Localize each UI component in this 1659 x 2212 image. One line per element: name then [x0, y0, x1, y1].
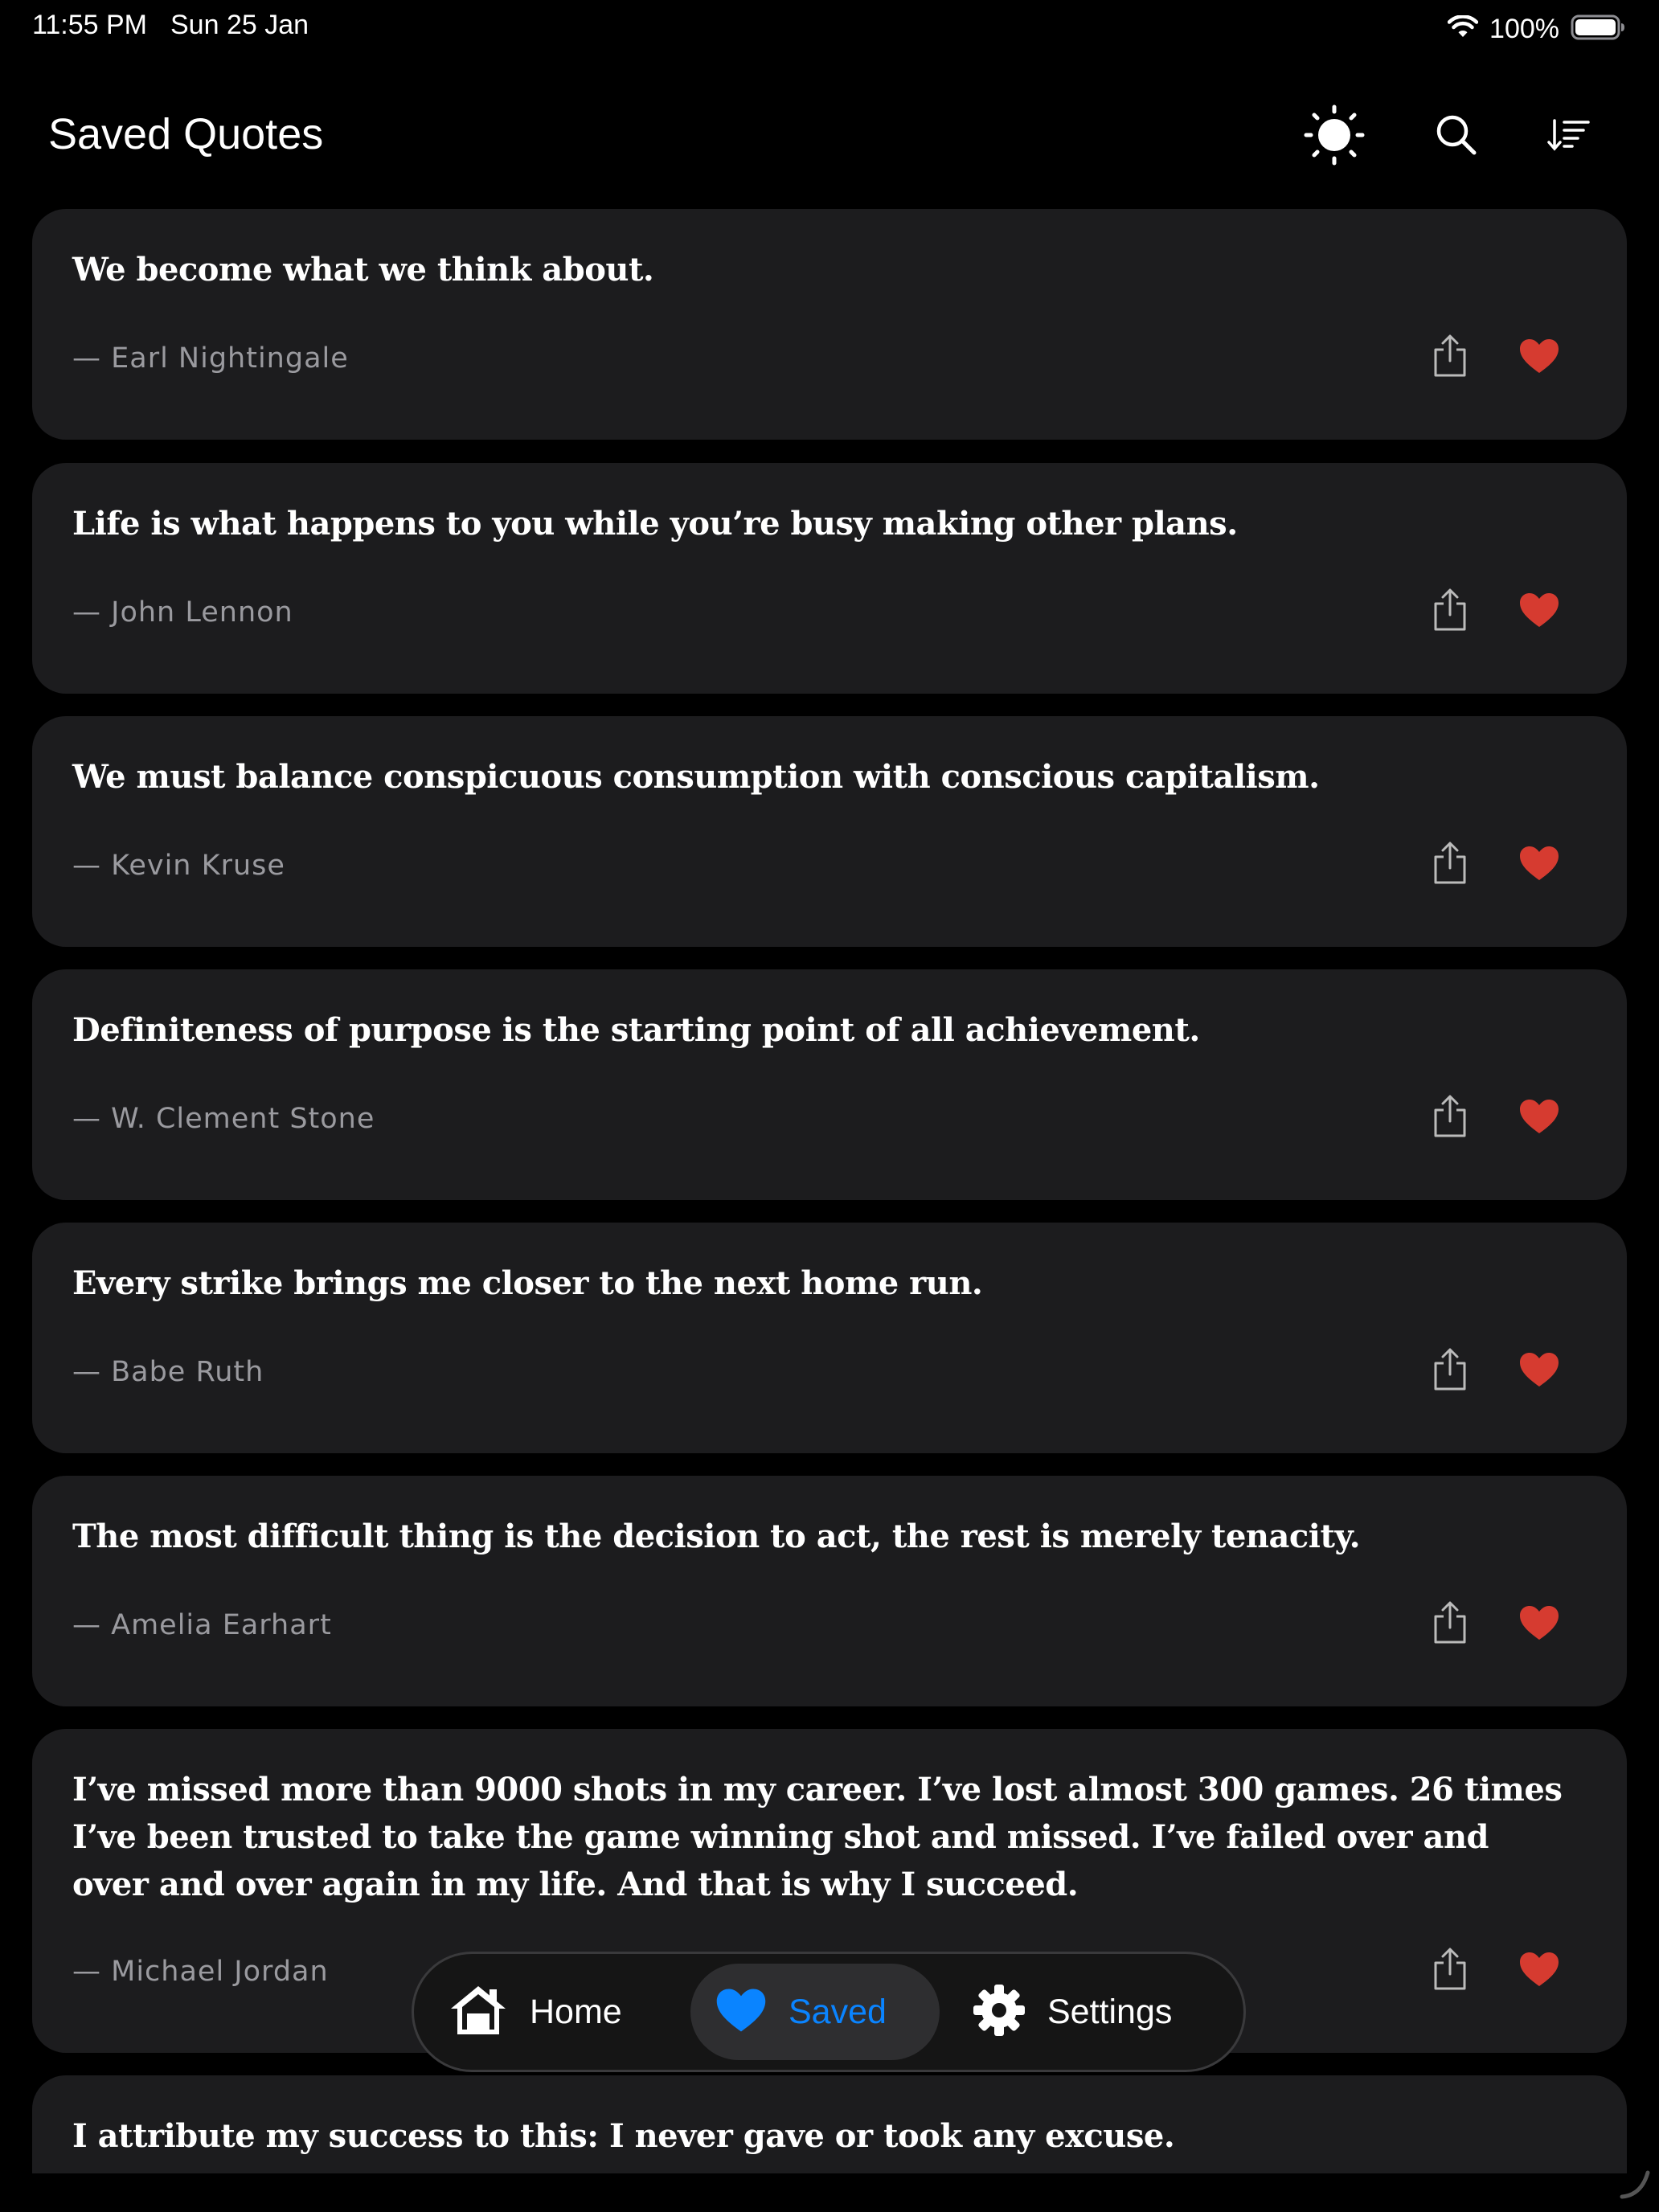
share-button[interactable]	[1423, 1944, 1477, 1997]
tab-saved-label: Saved	[789, 1992, 887, 2031]
page-title: Saved Quotes	[48, 110, 324, 158]
quote-author: — Babe Ruth	[72, 1356, 264, 1388]
quote-text: Definiteness of purpose is the starting point of all achievement.	[72, 1011, 1200, 1049]
status-bar	[0, 0, 1659, 58]
sort-icon	[1546, 116, 1591, 158]
quote-text: I attribute my success to this: I never gave or took any excuse.	[72, 2117, 1175, 2155]
share-icon	[1432, 334, 1469, 383]
share-icon	[1432, 1600, 1469, 1649]
wifi-icon	[1448, 15, 1478, 43]
unsave-heart-button[interactable]	[1513, 331, 1566, 384]
share-button[interactable]	[1423, 1092, 1477, 1145]
quote-list[interactable]	[32, 209, 1627, 2173]
quote-author: — W. Clement Stone	[72, 1103, 375, 1135]
share-icon	[1432, 841, 1469, 890]
share-icon	[1432, 1094, 1469, 1143]
resize-corner-indicator	[1617, 2166, 1653, 2206]
share-button[interactable]	[1423, 331, 1477, 384]
quote-author: — John Lennon	[72, 596, 293, 629]
heart-icon	[1518, 592, 1560, 633]
quote-text: The most difficult thing is the decision to act, the rest is merely tenacity.	[72, 1518, 1361, 1555]
theme-toggle-button[interactable]	[1302, 104, 1366, 169]
share-button[interactable]	[1423, 1345, 1477, 1398]
battery-percent: 100%	[1489, 13, 1559, 44]
tab-settings-label: Settings	[1047, 1992, 1173, 2031]
sun-icon	[1303, 104, 1366, 170]
quote-card[interactable]	[32, 2075, 1627, 2173]
tab-saved[interactable]	[690, 1964, 940, 2060]
unsave-heart-button[interactable]	[1513, 1944, 1566, 1997]
quote-card[interactable]	[32, 969, 1627, 1200]
tab-home[interactable]	[448, 1964, 657, 2060]
unsave-heart-button[interactable]	[1513, 585, 1566, 638]
battery-icon	[1571, 14, 1627, 45]
status-indicators	[1448, 8, 1627, 50]
share-button[interactable]	[1423, 838, 1477, 891]
heart-icon	[1518, 1604, 1560, 1645]
share-icon	[1432, 1947, 1469, 1996]
unsave-heart-button[interactable]	[1513, 1092, 1566, 1145]
quote-card[interactable]	[32, 463, 1627, 694]
quote-author: — Earl Nightingale	[72, 342, 349, 375]
heart-icon	[1518, 1351, 1560, 1392]
share-icon	[1432, 1347, 1469, 1396]
sort-button[interactable]	[1537, 104, 1601, 169]
quote-text: Every strike brings me closer to the next home run.	[72, 1264, 983, 1302]
quote-card[interactable]	[32, 209, 1627, 440]
unsave-heart-button[interactable]	[1513, 1598, 1566, 1651]
quote-author: — Amelia Earhart	[72, 1609, 332, 1641]
unsave-heart-button[interactable]	[1513, 1345, 1566, 1398]
quote-text: We become what we think about.	[72, 251, 654, 289]
quote-author: — Michael Jordan	[72, 1956, 329, 1988]
share-button[interactable]	[1423, 585, 1477, 638]
heart-icon	[715, 1987, 768, 2038]
gear-icon	[972, 1983, 1026, 2042]
quote-text: I’ve missed more than 9000 shots in my career. I’ve lost almost 300 games. 26 times I’ve been trusted to take the game winning shot and missed. I’ve failed over and over and over again in my life. And that is why I succeed.	[72, 1771, 1563, 1903]
status-date: Sun 25 Jan	[170, 10, 309, 40]
quote-author: — Kevin Kruse	[72, 850, 285, 882]
header	[0, 80, 1659, 193]
home-icon	[448, 1983, 509, 2042]
quote-card[interactable]	[32, 716, 1627, 947]
quote-card[interactable]	[32, 1223, 1627, 1453]
search-button[interactable]	[1424, 104, 1489, 169]
heart-icon	[1518, 338, 1560, 379]
quote-text: We must balance conspicuous consumption with conscious capitalism.	[72, 758, 1320, 796]
share-icon	[1432, 588, 1469, 637]
quote-text: Life is what happens to you while you’re busy making other plans.	[72, 505, 1238, 543]
quote-card[interactable]	[32, 1476, 1627, 1706]
heart-icon	[1518, 845, 1560, 886]
search-icon	[1434, 113, 1479, 162]
unsave-heart-button[interactable]	[1513, 838, 1566, 891]
heart-icon	[1518, 1951, 1560, 1992]
share-button[interactable]	[1423, 1598, 1477, 1651]
tab-bar	[412, 1952, 1246, 2072]
tab-settings[interactable]	[972, 1964, 1221, 2060]
heart-icon	[1518, 1098, 1560, 1139]
status-time: 11:55 PM	[32, 10, 148, 40]
tab-home-label: Home	[530, 1992, 622, 2031]
